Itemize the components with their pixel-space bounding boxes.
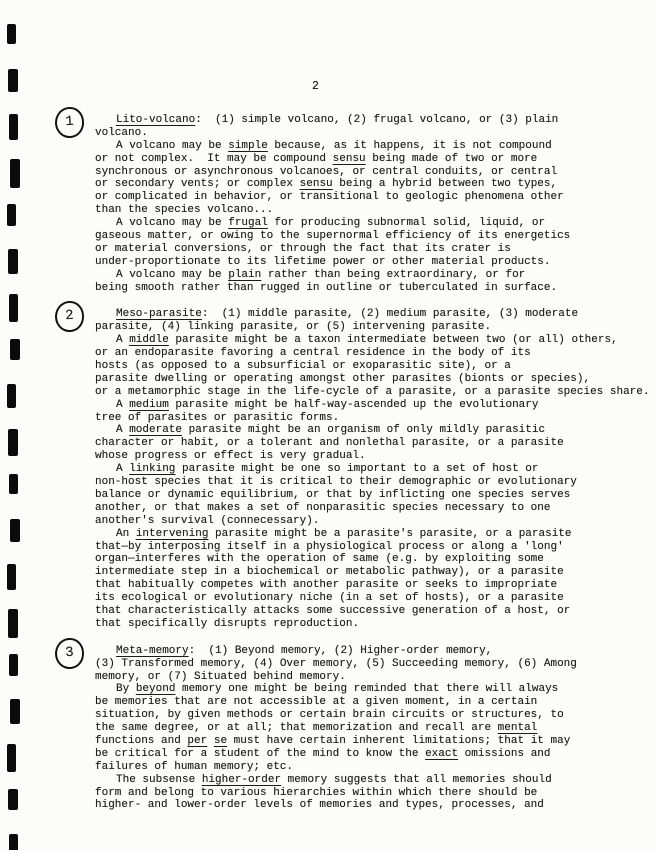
underlined-text: beyond bbox=[135, 683, 176, 696]
section-number-badge: 1 bbox=[54, 106, 85, 139]
binding-hole-mark bbox=[9, 114, 18, 140]
text-line: (3) Transformed memory, (4) Over memory, (5) Succeeding memory, (6) Among bbox=[95, 657, 577, 670]
binding-hole-mark bbox=[8, 249, 18, 274]
underlined-text: Meso-parasite bbox=[116, 308, 202, 321]
text-line: organ—interferes with the operation of same (e.g. by exploiting some bbox=[95, 553, 544, 566]
text-line: that—by interposing itself in a physiological process or along a 'long' bbox=[95, 540, 564, 553]
text-line: hosts (as opposed to a subsurficial or exoparasitic site), or a bbox=[95, 360, 511, 373]
text-line: gaseous matter, or owing to the supernormal efficiency of its energetics bbox=[95, 230, 571, 243]
section bbox=[64, 644, 657, 813]
text-line: A moderate parasite might be an organism of only mildly parasitic bbox=[116, 424, 546, 437]
binding-hole-mark bbox=[9, 654, 18, 676]
binding-edge bbox=[0, 0, 28, 850]
binding-hole-mark bbox=[10, 519, 20, 542]
section-number-badge: 3 bbox=[54, 637, 85, 670]
text-line: or secondary vents; or complex sensu being a hybrid between two types, bbox=[95, 178, 558, 191]
underlined-text: se bbox=[213, 734, 228, 747]
underlined-text: simple bbox=[228, 139, 268, 152]
text-line: be critical for a student of the mind to know the exact omissions and bbox=[95, 747, 551, 760]
text-line: that characteristically attacks some successive generation of a host, or bbox=[95, 604, 571, 617]
text-line: that habitually competes with another parasite or seeks to impropriate bbox=[95, 579, 558, 592]
section bbox=[64, 113, 657, 294]
page-number: 2 bbox=[312, 80, 319, 93]
text-line: or a metamorphic stage in the life-cycle of a parasite, or a parasite species share. bbox=[95, 385, 650, 398]
text-line: intermediate step in a biochemical or metabolic pathway), or a parasite bbox=[95, 566, 564, 579]
text-line: A volcano may be frugal for producing subnormal solid, liquid, or bbox=[116, 217, 546, 230]
binding-hole-mark bbox=[9, 474, 18, 494]
binding-hole-mark bbox=[10, 339, 20, 360]
underlined-text: higher-order bbox=[201, 773, 282, 786]
text-line: failures of human memory; etc. bbox=[95, 760, 294, 773]
text-line: be memories that are not accessible at a given moment, in a certain bbox=[95, 696, 538, 709]
text-line: or not complex. It may be compound sensu being made of two or more bbox=[95, 152, 538, 165]
text-line: non-host species that it is critical to their demographic or evolutionary bbox=[95, 476, 577, 489]
underlined-text: per bbox=[187, 734, 208, 747]
binding-hole-mark bbox=[7, 384, 16, 408]
text-line: form and belong to various hierarchies within which there should be bbox=[95, 786, 538, 799]
underlined-text: frugal bbox=[228, 217, 268, 230]
binding-hole-mark bbox=[8, 69, 18, 92]
binding-hole-mark bbox=[7, 204, 16, 226]
text-line: parasite dwelling or operating amongst other parasites (bionts or species), bbox=[95, 372, 591, 385]
binding-hole-mark bbox=[8, 609, 18, 638]
text-line: Lito-volcano: (1) simple volcano, (2) frugal volcano, or (3) plain bbox=[116, 114, 559, 126]
text-line: A linking parasite might be one so important to a set of host or bbox=[116, 463, 539, 476]
underlined-text: moderate bbox=[129, 424, 183, 437]
text-line: balance or dynamic equilibrium, or that by inflicting one species serves bbox=[95, 488, 571, 501]
binding-hole-mark bbox=[7, 564, 16, 590]
underlined-text: exact bbox=[425, 747, 459, 760]
binding-hole-mark bbox=[9, 294, 18, 322]
text-line: synchronous or asynchronous volcanoes, or central conduits, or central bbox=[95, 165, 558, 178]
underlined-text: Lito-volcano bbox=[116, 114, 196, 126]
text-line: A volcano may be plain rather than being extraordinary, or for bbox=[116, 268, 526, 281]
binding-hole-mark bbox=[7, 744, 16, 772]
binding-hole-mark bbox=[10, 159, 20, 188]
text-line: being smooth rather than rugged in outline or tuberculated in surface. bbox=[95, 281, 558, 294]
text-line: or material conversions, or through the fact that its crater is bbox=[95, 242, 511, 255]
text-line: that specifically disrupts reproduction. bbox=[95, 617, 360, 630]
binding-hole-mark bbox=[8, 789, 18, 810]
underlined-text: mental bbox=[497, 722, 538, 735]
text-column bbox=[64, 113, 657, 812]
underlined-text: linking bbox=[129, 463, 176, 476]
text-line: than the species volcano... bbox=[95, 204, 274, 217]
underlined-text: sensu bbox=[299, 178, 333, 191]
binding-hole-mark bbox=[7, 24, 16, 44]
text-line: parasite, (4) linking parasite, or (5) intervening parasite. bbox=[95, 321, 492, 334]
text-line: An intervening parasite might be a parasite's parasite, or a parasite bbox=[116, 527, 572, 540]
text-line: Meta-memory: (1) Beyond memory, (2) Higher-order memory, bbox=[116, 644, 493, 657]
text-line: or an endoparasite favoring a central residence in the body of its bbox=[95, 347, 531, 360]
underlined-text: medium bbox=[129, 398, 169, 411]
text-line: A medium parasite might be half-way-ascended up the evolutionary bbox=[116, 398, 539, 411]
text-line: higher- and lower-order levels of memories and types, processes, and bbox=[95, 799, 544, 812]
text-line: another, or that makes a set of nonparasitic species necessary to one bbox=[95, 501, 551, 514]
text-line: memory, or (7) Situated behind memory. bbox=[95, 670, 346, 683]
text-line: another's survival (connecessary). bbox=[95, 514, 320, 527]
binding-hole-mark bbox=[9, 834, 18, 850]
text-line: Meso-parasite: (1) middle parasite, (2) medium parasite, (3) moderate bbox=[116, 308, 579, 321]
text-line: the same degree, or at all; that memorization and recall are mental bbox=[95, 722, 538, 735]
text-line: situation, by given methods or certain brain circuits or structures, to bbox=[95, 709, 564, 722]
underlined-text: intervening bbox=[135, 527, 209, 540]
underlined-text: plain bbox=[228, 268, 262, 281]
text-line: functions and per se must have certain inherent limitations; that it may bbox=[95, 734, 571, 747]
text-line: character or habit, or a tolerant and nonlethal parasite, or a parasite bbox=[95, 437, 564, 450]
text-line: under-proportionate to its lifetime power or other material products. bbox=[95, 255, 551, 268]
underlined-text: Meta-memory bbox=[116, 644, 189, 657]
text-line: its ecological or evolutionary niche (in a set of hosts), or a parasite bbox=[95, 592, 564, 605]
text-line: or complicated in behavior, or transitional to geologic phenomena other bbox=[95, 191, 564, 204]
underlined-text: sensu bbox=[332, 152, 366, 165]
text-line: volcano. bbox=[95, 126, 148, 139]
text-line: The subsense higher-order memory suggests that all memories should bbox=[116, 773, 552, 786]
binding-hole-mark bbox=[8, 429, 18, 456]
text-line: tree of parasites or parasitic forms. bbox=[95, 411, 340, 424]
text-line: A middle parasite might be a taxon intermediate between two (or all) others, bbox=[116, 334, 618, 347]
binding-hole-mark bbox=[10, 699, 20, 724]
section bbox=[64, 308, 657, 630]
underlined-text: middle bbox=[129, 334, 169, 347]
text-line: whose progress or effect is very gradual. bbox=[95, 450, 366, 463]
text-line: A volcano may be simple because, as it happens, it is not compound bbox=[116, 139, 552, 152]
text-line: By beyond memory one might be being reminded that there will always bbox=[116, 683, 559, 696]
section-number-badge: 2 bbox=[54, 300, 85, 333]
